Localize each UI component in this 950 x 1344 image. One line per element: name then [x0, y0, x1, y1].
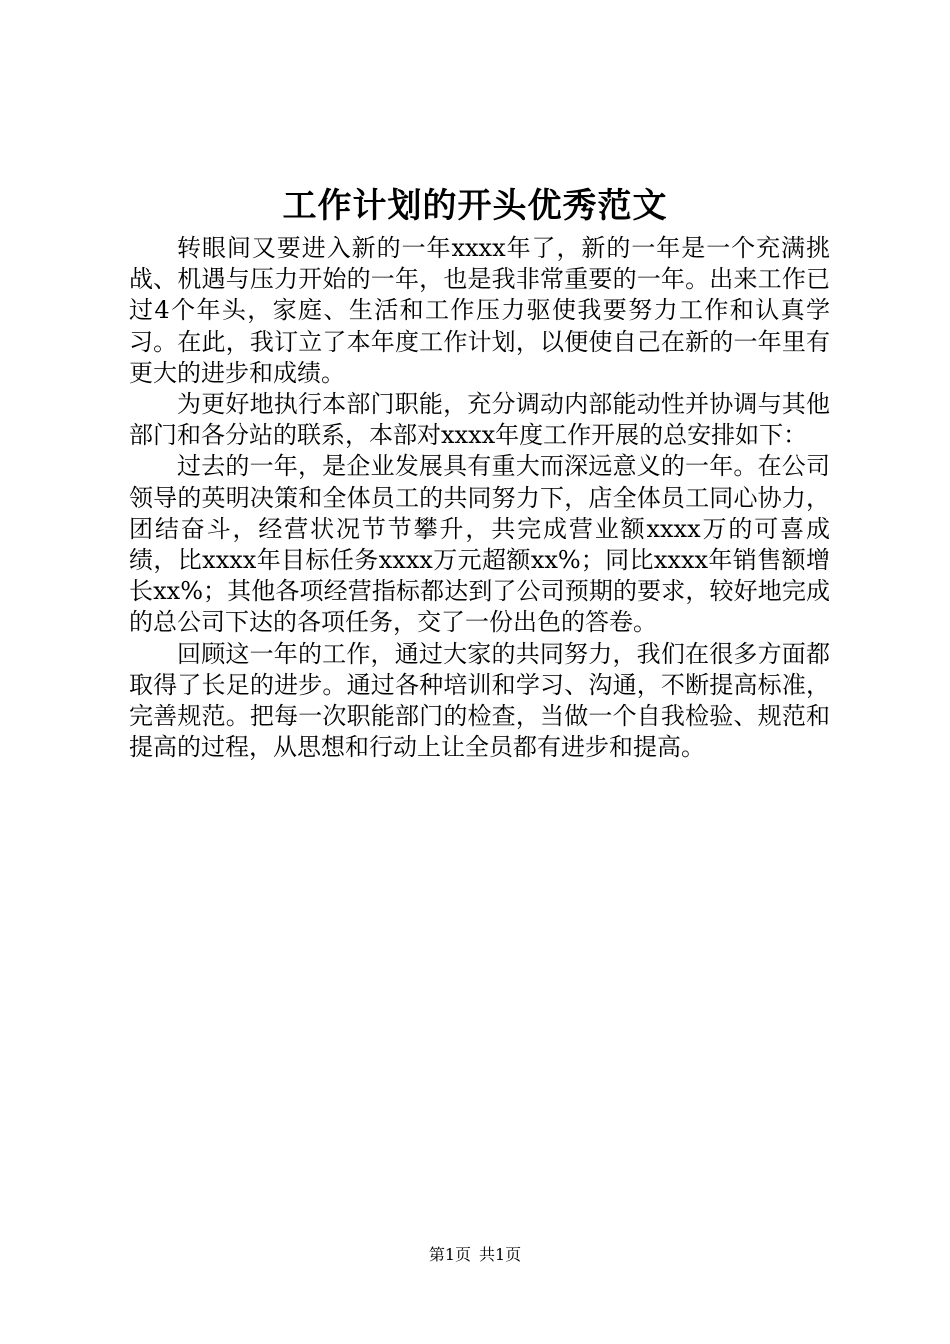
paragraph-3: 过去的一年，是企业发展具有重大而深远意义的一年。在公司领导的英明决策和全体员工的共同努力下，店全体员工同心协力，团结奋斗，经营状况节节攀升，共完成营业额xxxx万的可喜成绩，比xxxx年目标任务xxxx万元超额xx%；同比xxxx年销售额增长xx%；其他各项经营指标都达到了公司预期的要求，较好地完成的总公司下达的各项任务，交了一份出色的答卷。: [129, 452, 830, 637]
paragraph-4: 回顾这一年的工作，通过大家的共同努力，我们在很多方面都取得了长足的进步。通过各种培训和学习、沟通，不断提高标准，完善规范。把每一次职能部门的检查，当做一个自我检验、规范和提高的过程，从思想和行动上让全员都有进步和提高。: [129, 639, 830, 762]
page-number: 第1页: [428, 1245, 471, 1264]
paragraph-2: 为更好地执行本部门职能，充分调动内部能动性并协调与其他部门和各分站的联系，本部对xxxx年度工作开展的总安排如下：: [129, 390, 830, 450]
page-footer: [0, 1245, 950, 1265]
document-title: 工作计划的开头优秀范文: [282, 186, 668, 226]
paragraph-1: 转眼间又要进入新的一年xxxx年了，新的一年是一个充满挑战、机遇与压力开始的一年，也是我非常重要的一年。出来工作已过4个年头，家庭、生活和工作压力驱使我要努力工作和认真学习。在此，我订立了本年度工作计划，以便使自己在新的一年里有更大的进步和成绩。: [129, 234, 830, 387]
page-total: 共1页: [479, 1245, 522, 1264]
document-body: [129, 233, 830, 763]
